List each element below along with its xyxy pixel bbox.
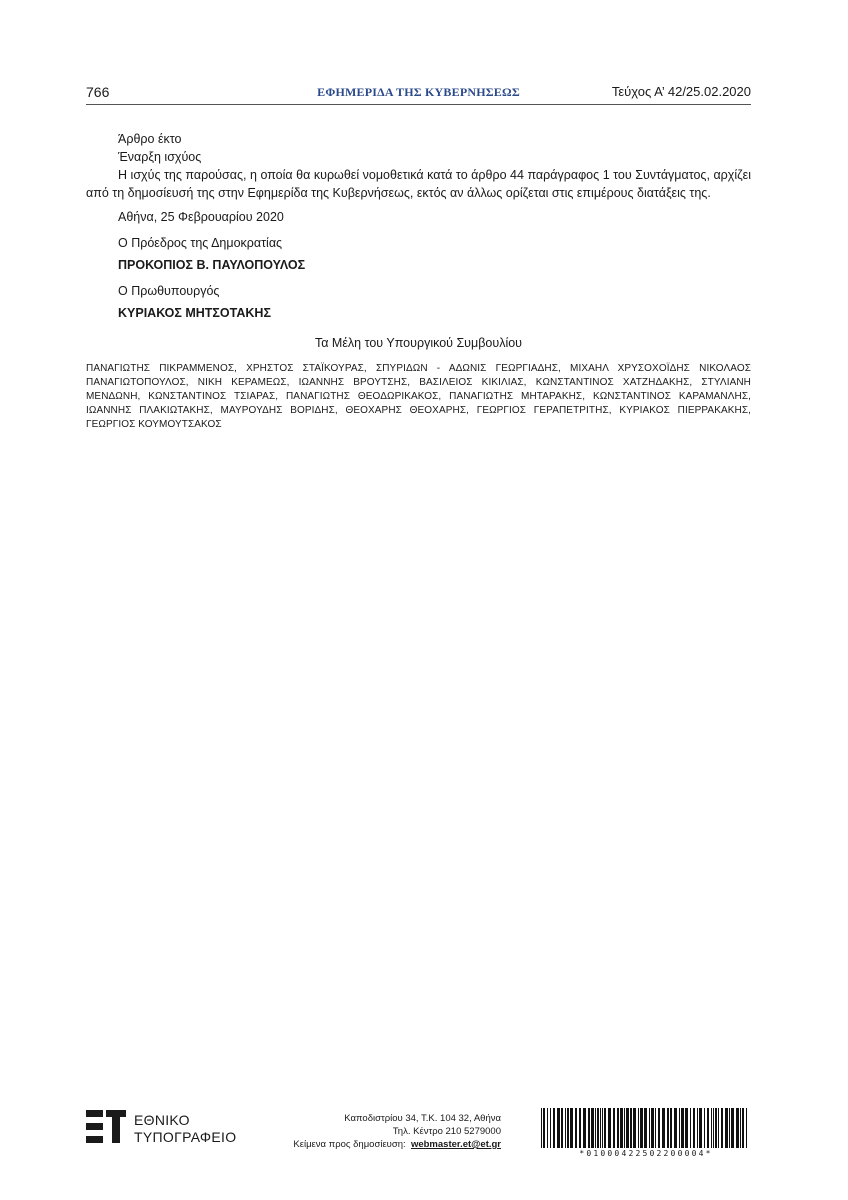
address: Καποδιστρίου 34, Τ.Κ. 104 32, Αθήνα	[344, 1113, 501, 1124]
barcode-bars	[541, 1108, 751, 1148]
et-logo-icon	[86, 1110, 126, 1144]
article-body: Η ισχύς της παρούσας, η οποία θα κυρωθεί νομοθετικά κατά το άρθρο 44 παράγραφος 1 του Συντάγματος, αρχίζει από τη δημοσίευσή της στην Εφημερίδα της Κυβερνήσεως, εκτός αν άλλως ορίζεται στις επιμέρους διατάξεις της.	[86, 168, 751, 200]
page-number: 766	[86, 84, 110, 100]
page-header	[86, 80, 751, 105]
signature-date: Αθήνα, 25 Φεβρουαρίου 2020	[118, 210, 284, 224]
cabinet-members-list: ΠΑΝΑΓΙΩΤΗΣ ΠΙΚΡΑΜΜΕΝΟΣ, ΧΡΗΣΤΟΣ ΣΤΑΪΚΟΥΡΑΣ, ΣΠΥΡΙΔΩΝ - ΑΔΩΝΙΣ ΓΕΩΡΓΙΑΔΗΣ, ΜΙΧΑΗΛ ΧΡΥΣΟΧΟΪΔΗΣ ΝΙΚΟΛΑΟΣ ΠΑΝΑΓΙΩΤΟΠΟΥΛΟΣ, ΝΙΚΗ ΚΕΡΑΜΕΩΣ, ΙΩΑΝΝΗΣ ΒΡΟΥΤΣΗΣ, ΒΑΣΙΛΕΙΟΣ ΚΙΚΙΛΙΑΣ, ΚΩΝΣΤΑΝΤΙΝΟΣ ΧΑΤΖΗΔΑΚΗΣ, ΣΤΥΛΙΑΝΗ ΜΕΝΔΩΝΗ, ΚΩΝΣΤΑΝΤΙΝΟΣ ΤΣΙΑΡΑΣ, ΠΑΝΑΓΙΩΤΗΣ ΘΕΟΔΩΡΙΚΑΚΟΣ, ΠΑΝΑΓΙΩΤΗΣ ΜΗΤΑΡΑΚΗΣ, ΚΩΝΣΤΑΝΤΙΝΟΣ ΚΑΡΑΜΑΝΛΗΣ, ΙΩΑΝΝΗΣ ΠΛΑΚΙΩΤΑΚΗΣ, ΜΑΥΡΟΥΔΗΣ ΒΟΡΙΔΗΣ, ΘΕΟΧΑΡΗΣ ΘΕΟΧΑΡΗΣ, ΓΕΩΡΓΙΟΣ ΓΕΡΑΠΕΤΡΙΤΗΣ, ΚΥΡΙΑΚΟΣ ΠΙΕΡΡΑΚΑΚΗΣ, ΓΕΩΡΓΙΟΣ ΚΟΥΜΟΥΤΣΑΚΟΣ	[86, 363, 751, 430]
document-body	[86, 130, 751, 432]
cabinet-members-title: Τα Μέλη του Υπουργικού Συμβουλίου	[314, 336, 523, 350]
article-title: Έναρξη ισχύος	[118, 150, 202, 164]
article-number: Άρθρο έκτο	[118, 132, 182, 146]
barcode-number: *01000422502200004*	[579, 1149, 713, 1158]
contact-info	[293, 1112, 501, 1151]
pm-name: ΚΥΡΙΑΚΟΣ ΜΗΤΣΟΤΑΚΗΣ	[118, 306, 271, 320]
president-name: ΠΡΟΚΟΠΙΟΣ Β. ΠΑΥΛΟΠΟΥΛΟΣ	[118, 258, 306, 272]
phone: Τηλ. Κέντρο 210 5279000	[392, 1126, 501, 1137]
issue-number: Τεύχος Α’ 42/25.02.2020	[611, 84, 751, 99]
email-label: Κείμενα προς δημοσίευση:	[293, 1139, 406, 1150]
gazette-title: ΕΦΗΜΕΡΙΔΑ ΤΗΣ ΚΥΒΕΡΝΗΣΕΩΣ	[317, 85, 520, 99]
pm-role: Ο Πρωθυπουργός	[118, 284, 220, 298]
logo-line-2: ΤΥΠΟΓΡΑΦΕΙΟ	[134, 1129, 237, 1145]
national-printing-office-logo	[86, 1110, 256, 1150]
barcode	[541, 1108, 751, 1158]
logo-line-1: ΕΘΝΙΚΟ	[134, 1112, 190, 1128]
page-footer	[86, 1108, 751, 1158]
president-role: Ο Πρόεδρος της Δημοκρατίας	[118, 236, 283, 250]
email-link[interactable]: webmaster.et@et.gr	[410, 1139, 501, 1150]
